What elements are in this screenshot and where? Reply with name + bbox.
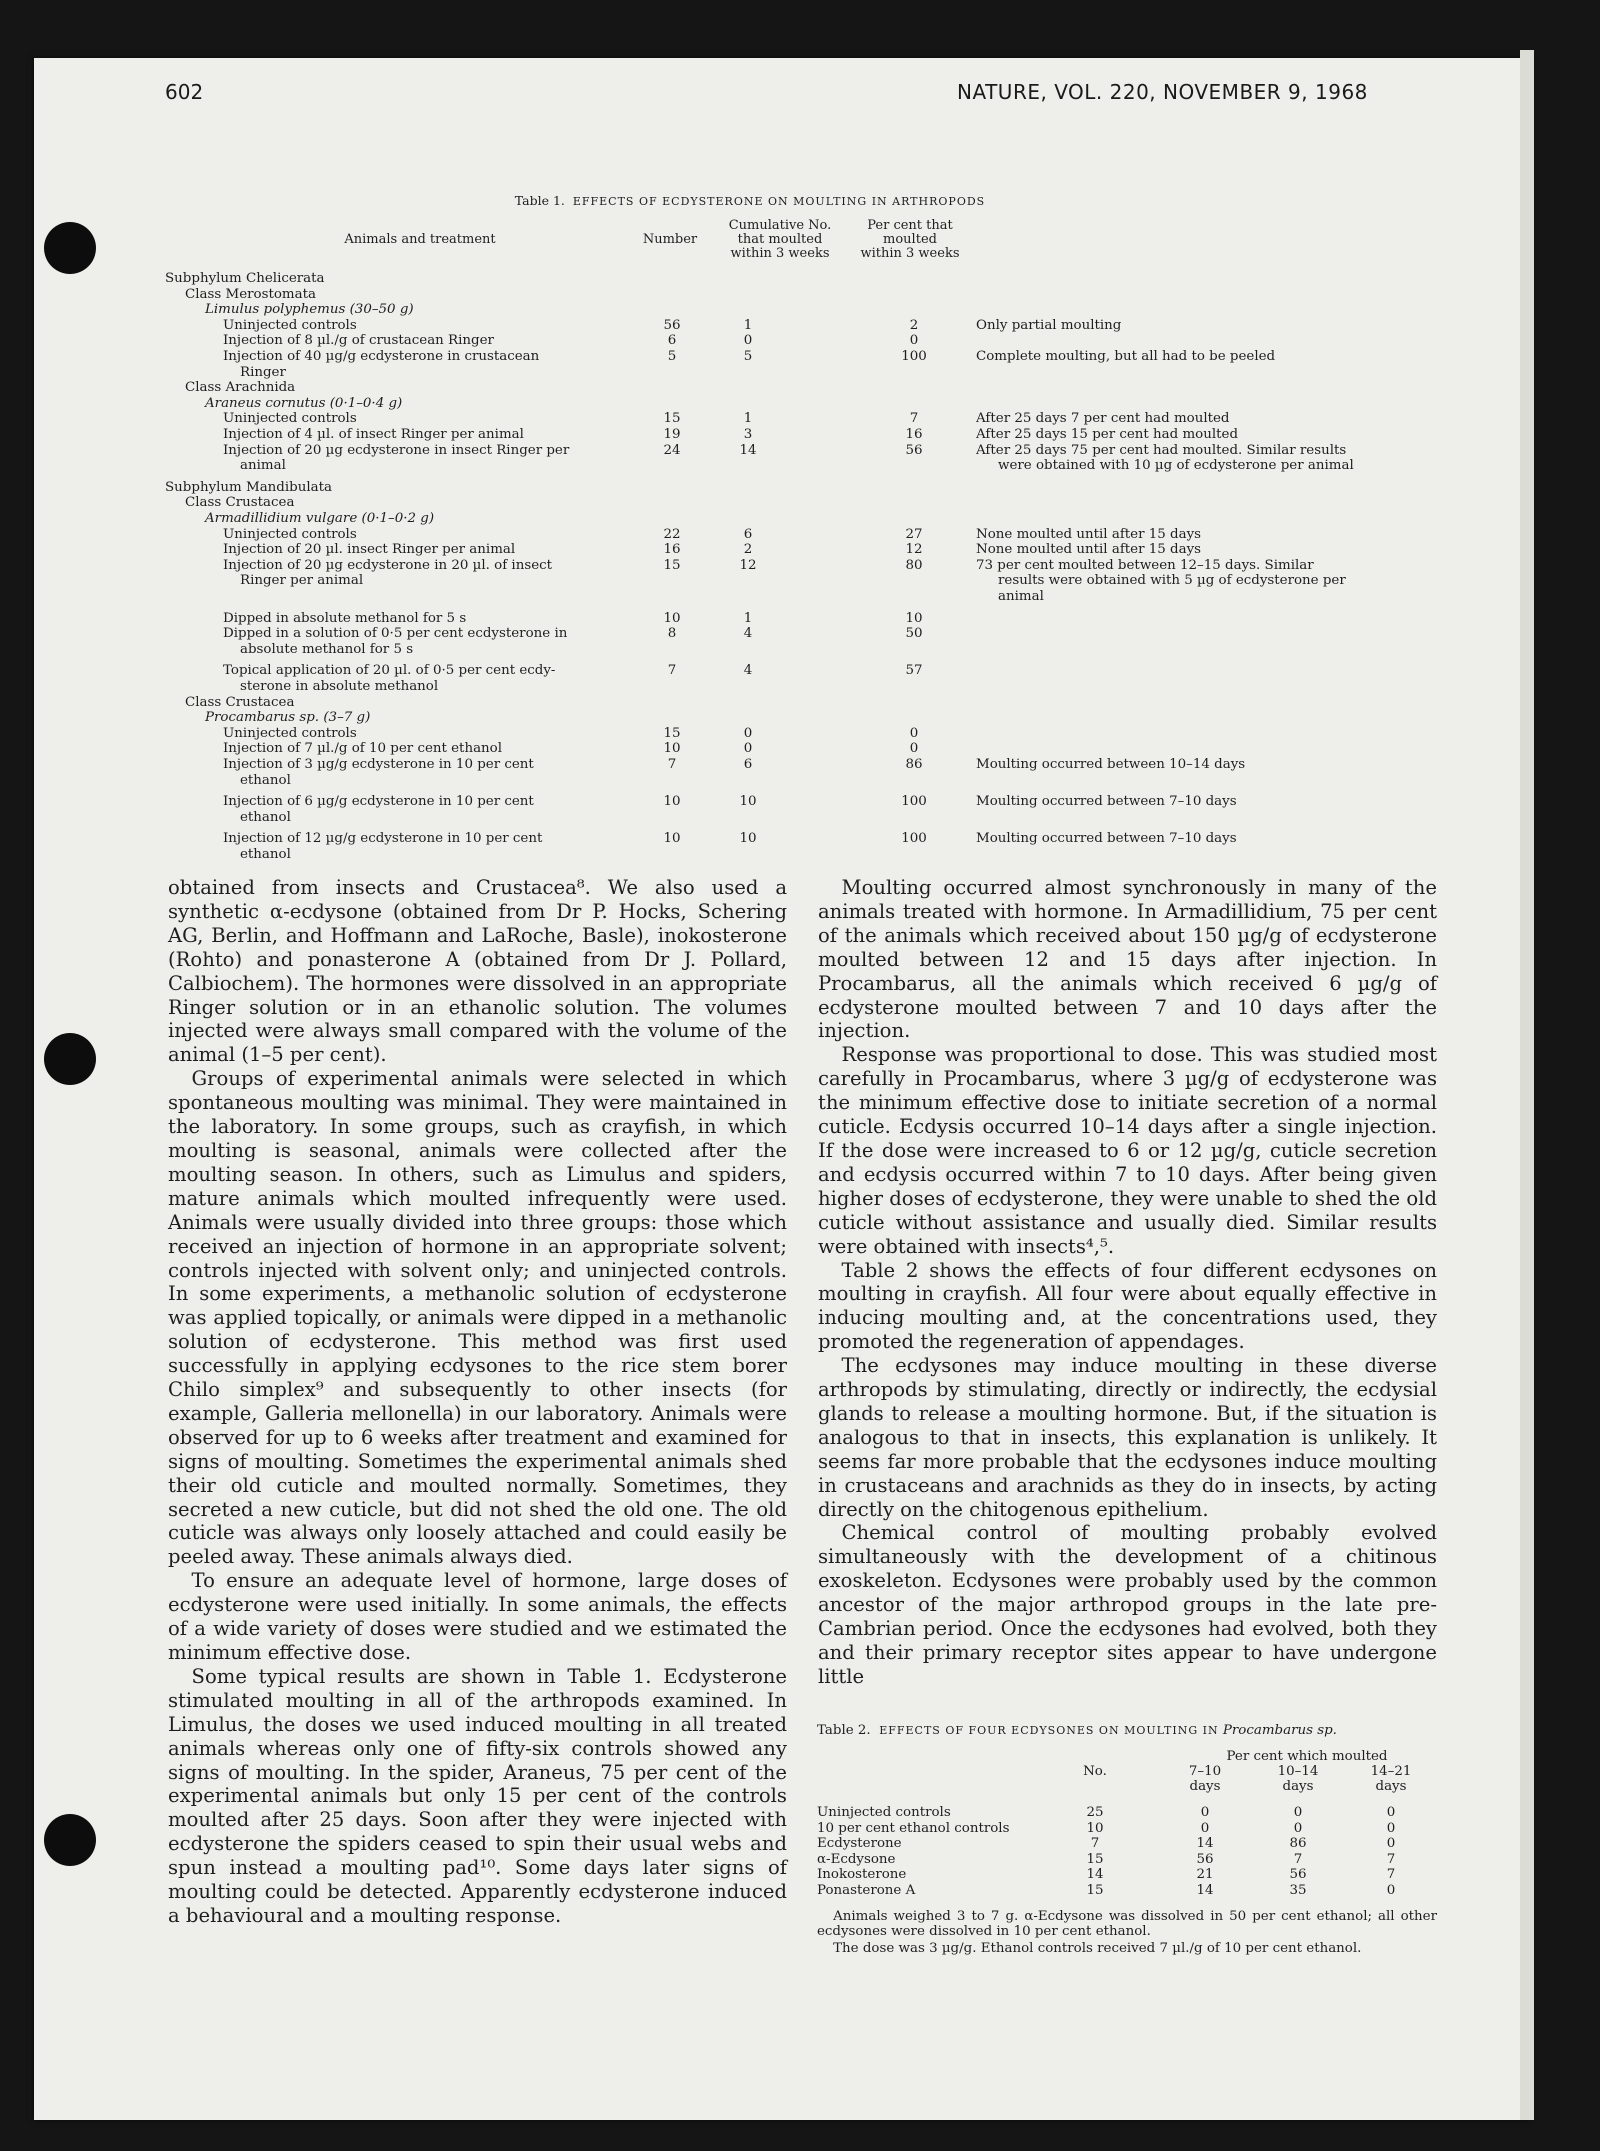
table2-cell-a: 14 [1196, 1883, 1214, 1898]
paragraph: Response was proportional to dose. This was studied most carefully in Procambarus, where 3 µg/g of ecdysterone was the minimum effective dose to initiate secretion of a normal cuticle. Ecdysis occurred 10–14 days after a single injection. If the dose were increased to 6 or 12 µg/g, cuticle secretion and ecdysis occurred within 7 to 10 days. After being given higher doses of ecdysterone, they were unable to shed the old cuticle without assistance and usually died. Similar results were obtained with insects⁴,⁵. [818, 1043, 1437, 1258]
binder-hole-bottom [44, 1814, 96, 1866]
table1-cell-treatment: Subphylum Mandibulata [165, 479, 332, 495]
table1-cell-cumulative: 0 [743, 725, 753, 741]
table1-cell-percent: 56 [905, 442, 923, 458]
table1-cell-remark: Only partial moulting [976, 317, 1122, 333]
table1-cell-treatment: Dipped in a solution of 0·5 per cent ecdysterone in [223, 626, 568, 642]
table2-cell-no: 15 [1086, 1851, 1104, 1867]
table2-col-a-line2: days [1189, 1779, 1221, 1794]
table1-cell-percent: 2 [909, 317, 919, 333]
table1-cell-number: 15 [663, 725, 681, 741]
table2-col-b-line2: days [1282, 1779, 1314, 1794]
table2-cell-a: 21 [1196, 1867, 1214, 1883]
table1-cell-percent: 57 [905, 663, 923, 679]
table1-cell-treatment: Uninjected controls [223, 725, 357, 741]
paragraph: The ecdysones may induce moulting in these diverse arthropods by stimulating, directly or indirectly, the ecdysial glands to release a moulting hormone. But, if the situation is analogous to that in insects, this explanation is unlikely. It seems far more probable that the ecdysones induce moulting in crustaceans and arachnids as they do in insects, by acting directly on the chitogenous epithelium. [818, 1354, 1437, 1521]
table1-cell-number: 10 [663, 610, 681, 626]
table1-cell-percent: 100 [901, 831, 927, 847]
table1-cell-treatment: animal [240, 458, 286, 474]
table1-cell-remark-cont: results were obtained with 5 µg of ecdysterone per [998, 573, 1346, 589]
right-column [818, 876, 1437, 1689]
page-edge [1520, 50, 1534, 2120]
table2-cell-c: 0 [1386, 1836, 1396, 1852]
table1-cell-number: 5 [667, 349, 677, 364]
table1-cell-remark: Moulting occurred between 7–10 days [976, 794, 1237, 810]
table1-cell-number: 22 [663, 526, 681, 542]
table1-cell-percent: 10 [905, 610, 923, 626]
table1-cell-treatment: Injection of 7 µl./g of 10 per cent ethanol [223, 741, 503, 757]
table1-cell-number: 15 [663, 411, 681, 427]
paragraph: Moulting occurred almost synchronously in many of the animals treated with hormone. In Armadillidium, 75 per cent of the animals which received about 150 µg/g of ecdysterone moulted between 12 and 15 days after injection. In Procambarus, all the animals which received 6 µg/g of ecdysterone moulted between 7 and 10 days after the injection. [818, 876, 1437, 1043]
table2-label: Table 2. [817, 1723, 871, 1738]
table2-cell-name: α-Ecdysone [817, 1851, 896, 1867]
table2-group-header: Per cent which moulted [1226, 1749, 1388, 1764]
table1-cell-treatment: Class Crustacea [185, 694, 295, 710]
table2-cell-a: 0 [1200, 1820, 1210, 1836]
table1-cell-treatment: sterone in absolute methanol [240, 679, 439, 694]
table2-col-c [1361, 1764, 1421, 1794]
table2-cell-a: 0 [1200, 1805, 1210, 1820]
table1-cell-cumulative: 1 [743, 317, 753, 333]
table1-cell-cumulative: 4 [743, 663, 753, 679]
table2-col-c-line1: 14–21 [1370, 1764, 1412, 1779]
binder-hole-middle [44, 1033, 96, 1085]
table1-cell-treatment: Injection of 8 µl./g of crustacean Ringer [223, 333, 494, 349]
table1-cell-percent: 50 [905, 626, 923, 642]
table1-cell-percent: 100 [901, 349, 927, 364]
paragraph: Some typical results are shown in Table 1. Ecdysterone stimulated moulting in all of the arthropods examined. In Limulus, the doses we used induced moulting in all treated animals whereas only one of fifty-six controls showed any signs of moulting. In the spider, Araneus, 75 per cent of the experimental animals but only 15 per cent of the controls moulted after 25 days. Soon after they were injected with ecdysterone the spiders ceased to spin their usual webs and spun instead a moulting pad¹⁰. Some days later signs of moulting could be detected. Apparently ecdysterone induced a behavioural and a moulting response. [168, 1664, 787, 1927]
paragraph: To ensure an adequate level of hormone, large doses of ecdysterone were used initially. In some animals, the effects of a wide variety of doses were studied and we estimated the minimum effective dose. [168, 1569, 787, 1664]
table1-cell-cumulative: 4 [743, 626, 753, 642]
table1-cell-cumulative: 3 [743, 427, 753, 442]
table1-cell-remark: None moulted until after 15 days [976, 526, 1202, 542]
table1-cell-remark-cont: were obtained with 10 µg of ecdysterone per animal [998, 458, 1354, 474]
table2-cell-no: 10 [1086, 1820, 1104, 1836]
table1-cell-number: 19 [663, 427, 681, 442]
table2-cell-c: 0 [1386, 1805, 1396, 1820]
table2-cell-no: 7 [1090, 1836, 1100, 1852]
table1-cell-cumulative: 2 [743, 542, 753, 558]
table1-cell-number: 10 [663, 794, 681, 810]
table1-cell-remark: Complete moulting, but all had to be peeled [976, 349, 1276, 364]
table1-cell-cumulative: 10 [739, 831, 757, 847]
page-number: 602 [165, 80, 204, 104]
table1-cell-treatment: Subphylum Chelicerata [165, 271, 325, 286]
table1-col-percent-line3: within 3 weeks [860, 246, 960, 261]
table2-species: Procambarus sp. [1222, 1723, 1337, 1738]
table2-col-b [1268, 1764, 1328, 1794]
table2-cell-name: 10 per cent ethanol controls [817, 1820, 1010, 1836]
table2-cell-b: 7 [1293, 1851, 1303, 1867]
binder-hole-top [44, 222, 96, 274]
table1-cell-treatment: ethanol [240, 772, 291, 788]
table1-cell-cumulative: 1 [743, 610, 753, 626]
table1-col-percent-line2: moulted [883, 232, 937, 247]
table2-caption: EFFECTS OF FOUR ECDYSONES ON MOULTING IN [879, 1724, 1219, 1737]
table1-cell-cumulative: 12 [739, 557, 757, 573]
table1-col-number: Number [642, 232, 698, 247]
table1-cell-percent: 0 [909, 333, 919, 349]
table1-cell-cumulative: 5 [743, 349, 753, 364]
paragraph: Table 2 shows the effects of four different ecdysones on moulting in crayfish. All four were about equally effective in inducing moulting and, at the concentrations used, they promoted the regeneration of appendages. [818, 1258, 1437, 1354]
table2-cell-no: 14 [1086, 1867, 1104, 1883]
table2-cell-a: 14 [1196, 1836, 1214, 1852]
table2-col-no: No. [1083, 1764, 1107, 1779]
table1-cell-cumulative: 1 [743, 411, 753, 427]
table2-cell-b: 0 [1293, 1820, 1303, 1836]
table2-cell-no: 25 [1086, 1805, 1104, 1820]
table1-cell-percent: 0 [909, 725, 919, 741]
table1-cell-treatment: Injection of 20 µg ecdysterone in insect Ringer per [223, 442, 570, 458]
table1-cell-remark: After 25 days 7 per cent had moulted [976, 411, 1230, 427]
table1-cell-treatment: Procambarus sp. (3–7 g) [205, 710, 371, 726]
table1-cell-number: 56 [663, 317, 681, 333]
table1-cell-number: 16 [663, 542, 681, 558]
table1-cell-percent: 86 [905, 757, 923, 772]
table1-cell-treatment: Limulus polyphemus (30–50 g) [205, 302, 414, 318]
table1-cell-remark: After 25 days 15 per cent had moulted [976, 427, 1239, 442]
table1-cell-cumulative: 10 [739, 794, 757, 810]
table2-cell-name: Ecdysterone [817, 1836, 902, 1852]
table1-cell-percent: 27 [905, 526, 923, 542]
table1-cell-treatment: ethanol [240, 809, 291, 825]
table1-cell-treatment: Uninjected controls [223, 317, 357, 333]
table1-cell-remark: Moulting occurred between 7–10 days [976, 831, 1237, 847]
table1-col-cumulative-line3: within 3 weeks [730, 246, 830, 261]
table1-cell-number: 7 [667, 757, 677, 772]
table1-cell-treatment: Class Merostomata [185, 286, 316, 302]
table1-cell-treatment: Araneus cornutus (0·1–0·4 g) [205, 395, 403, 411]
paragraph: obtained from insects and Crustacea⁸. We also used a synthetic α-ecdysone (obtained from Dr P. Hocks, Schering AG, Berlin, and Hoffmann and LaRoche, Basle), inokosterone (Rohto) and ponasterone A (obtained from Dr J. Pollard, Calbiochem). The hormones were dissolved in an appropriate Ringer solution or in an ethanolic solution. The volumes injected were always small compared with the volume of the animal (1–5 per cent). [168, 876, 787, 1067]
table1-cell-treatment: Ringer per animal [240, 573, 364, 589]
table2-cell-b: 56 [1289, 1867, 1307, 1883]
table1-cell-number: 10 [663, 741, 681, 757]
table1-cell-percent: 0 [909, 741, 919, 757]
table1-cell-remark: Moulting occurred between 10–14 days [976, 757, 1246, 772]
table1-cell-treatment: Injection of 20 µg ecdysterone in 20 µl. of insect [223, 557, 553, 573]
table2-cell-name: Inokosterone [817, 1867, 907, 1883]
table2-cell-a: 56 [1196, 1851, 1214, 1867]
table1-cell-number: 8 [667, 626, 677, 642]
table2-cell-c: 7 [1386, 1867, 1396, 1883]
table2-col-a [1175, 1764, 1235, 1794]
table1-cell-percent: 100 [901, 794, 927, 810]
table1-cell-treatment: Injection of 3 µg/g ecdysterone in 10 per cent [223, 757, 534, 772]
table1-cell-treatment: Dipped in absolute methanol for 5 s [223, 610, 467, 626]
table1-cell-cumulative: 0 [743, 333, 753, 349]
table2-cell-b: 35 [1289, 1883, 1307, 1898]
table1-cell-cumulative: 14 [739, 442, 757, 458]
table2-cell-name: Ponasterone A [817, 1883, 916, 1898]
table1-cell-treatment: Uninjected controls [223, 526, 357, 542]
table2-cell-no: 15 [1086, 1883, 1104, 1898]
table2-col-c-line2: days [1375, 1779, 1407, 1794]
table1-cell-treatment: ethanol [240, 847, 291, 862]
table1-title [400, 193, 1100, 208]
table2-footnote-2: The dose was 3 µg/g. Ethanol controls received 7 µl./g of 10 per cent ethanol. [833, 1941, 1362, 1956]
table1-col-cumulative [710, 219, 850, 261]
table1-cell-treatment: Class Crustacea [185, 495, 295, 511]
table1-cell-treatment: absolute methanol for 5 s [240, 641, 414, 657]
left-column [168, 876, 787, 1928]
table2-cell-c: 7 [1386, 1851, 1396, 1867]
table1-cell-treatment: Injection of 40 µg/g ecdysterone in crustacean [223, 349, 540, 364]
table1-cell-number: 7 [667, 663, 677, 679]
table1-cell-remark: After 25 days 75 per cent had moulted. Similar results [976, 442, 1347, 458]
table2-title [817, 1723, 1337, 1738]
paragraph: Chemical control of moulting probably evolved simultaneously with the development of a chitinous exoskeleton. Ecdysones were probably used by the common ancestor of the major arthropod groups in the late pre-Cambrian period. Once the ecdysones had evolved, both they and their primary receptor sites appear to have undergone little [818, 1521, 1437, 1688]
table1-cell-treatment: Injection of 12 µg/g ecdysterone in 10 per cent [223, 831, 543, 847]
table1-cell-cumulative: 0 [743, 741, 753, 757]
table1-cell-treatment: Ringer [240, 364, 286, 380]
table2-cell-b: 86 [1289, 1836, 1307, 1852]
table1-caption: EFFECTS OF ECDYSTERONE ON MOULTING IN ARTHROPODS [572, 195, 986, 208]
table1-col-cumulative-line1: Cumulative No. [728, 218, 832, 233]
table1-cell-treatment: Uninjected controls [223, 411, 357, 427]
table1-cell-remark: 73 per cent moulted between 12–15 days. Similar [976, 557, 1314, 573]
table2-cell-c: 0 [1386, 1883, 1396, 1898]
table1-cell-treatment: Class Arachnida [185, 380, 296, 396]
table1-cell-treatment: Injection of 20 µl. insect Ringer per animal [223, 542, 516, 558]
table2-cell-b: 0 [1293, 1805, 1303, 1820]
table1-col-percent [847, 219, 973, 261]
table1-cell-remark: None moulted until after 15 days [976, 542, 1202, 558]
table1-col-cumulative-line2: that moulted [737, 232, 823, 247]
table2-footnote-1: Animals weighed 3 to 7 g. α-Ecdysone was dissolved in 50 per cent ethanol; all other ecdysones were dissolved in 10 per cent ethanol. [817, 1909, 1437, 1939]
journal-header: NATURE, VOL. 220, NOVEMBER 9, 1968 [957, 80, 1368, 104]
table1-cell-treatment: Injection of 4 µl. of insect Ringer per animal [223, 427, 524, 442]
table1-cell-treatment: Armadillidium vulgare (0·1–0·2 g) [205, 511, 435, 526]
table1-cell-number: 10 [663, 831, 681, 847]
table1-cell-number: 24 [663, 442, 681, 458]
table1-cell-treatment: Injection of 6 µg/g ecdysterone in 10 per cent [223, 794, 534, 810]
table1-cell-percent: 7 [909, 411, 919, 427]
table1-cell-remark-cont: animal [998, 589, 1044, 604]
table1-cell-percent: 12 [905, 542, 923, 558]
table2-cell-name: Uninjected controls [817, 1805, 951, 1820]
table2-col-b-line1: 10–14 [1277, 1764, 1319, 1779]
table1-cell-cumulative: 6 [743, 757, 753, 772]
table2-cell-c: 0 [1386, 1820, 1396, 1836]
table2-col-a-line1: 7–10 [1188, 1764, 1222, 1779]
table1-cell-cumulative: 6 [743, 526, 753, 542]
table1-label: Table 1. [514, 193, 565, 208]
table1-cell-treatment: Topical application of 20 µl. of 0·5 per cent ecdy- [223, 663, 556, 679]
table1-col-animals: Animals and treatment [344, 232, 496, 247]
paragraph: Groups of experimental animals were selected in which spontaneous moulting was minimal. They were maintained in the laboratory. In some groups, such as crayfish, in which moulting is seasonal, animals were collected after the moulting season. In others, such as Limulus and spiders, mature animals which moulted infrequently were used. Animals were usually divided into three groups: those which received an injection of hormone in an appropriate solvent; controls injected with solvent only; and uninjected controls. In some experiments, a methanolic solution of ecdysterone was applied topically, or animals were dipped in a methanolic solution of ecdysterone. This method was first used successfully in applying ecdysones to the rice stem borer Chilo simplex⁹ and subsequently to other insects (for example, Galleria mellonella) in our laboratory. Animals were observed for up to 6 weeks after treatment and examined for signs of moulting. Sometimes the experimental animals shed their old cuticle and moulted normally. Sometimes, they secreted a new cuticle, but did not shed the old one. The old cuticle was always only loosely attached and could easily be peeled away. These animals always died. [168, 1067, 787, 1569]
table1-cell-number: 15 [663, 557, 681, 573]
table1-cell-number: 6 [667, 333, 677, 349]
table1-cell-percent: 80 [905, 557, 923, 573]
table1-col-percent-line1: Per cent that [867, 218, 953, 233]
table1-cell-percent: 16 [905, 427, 923, 442]
